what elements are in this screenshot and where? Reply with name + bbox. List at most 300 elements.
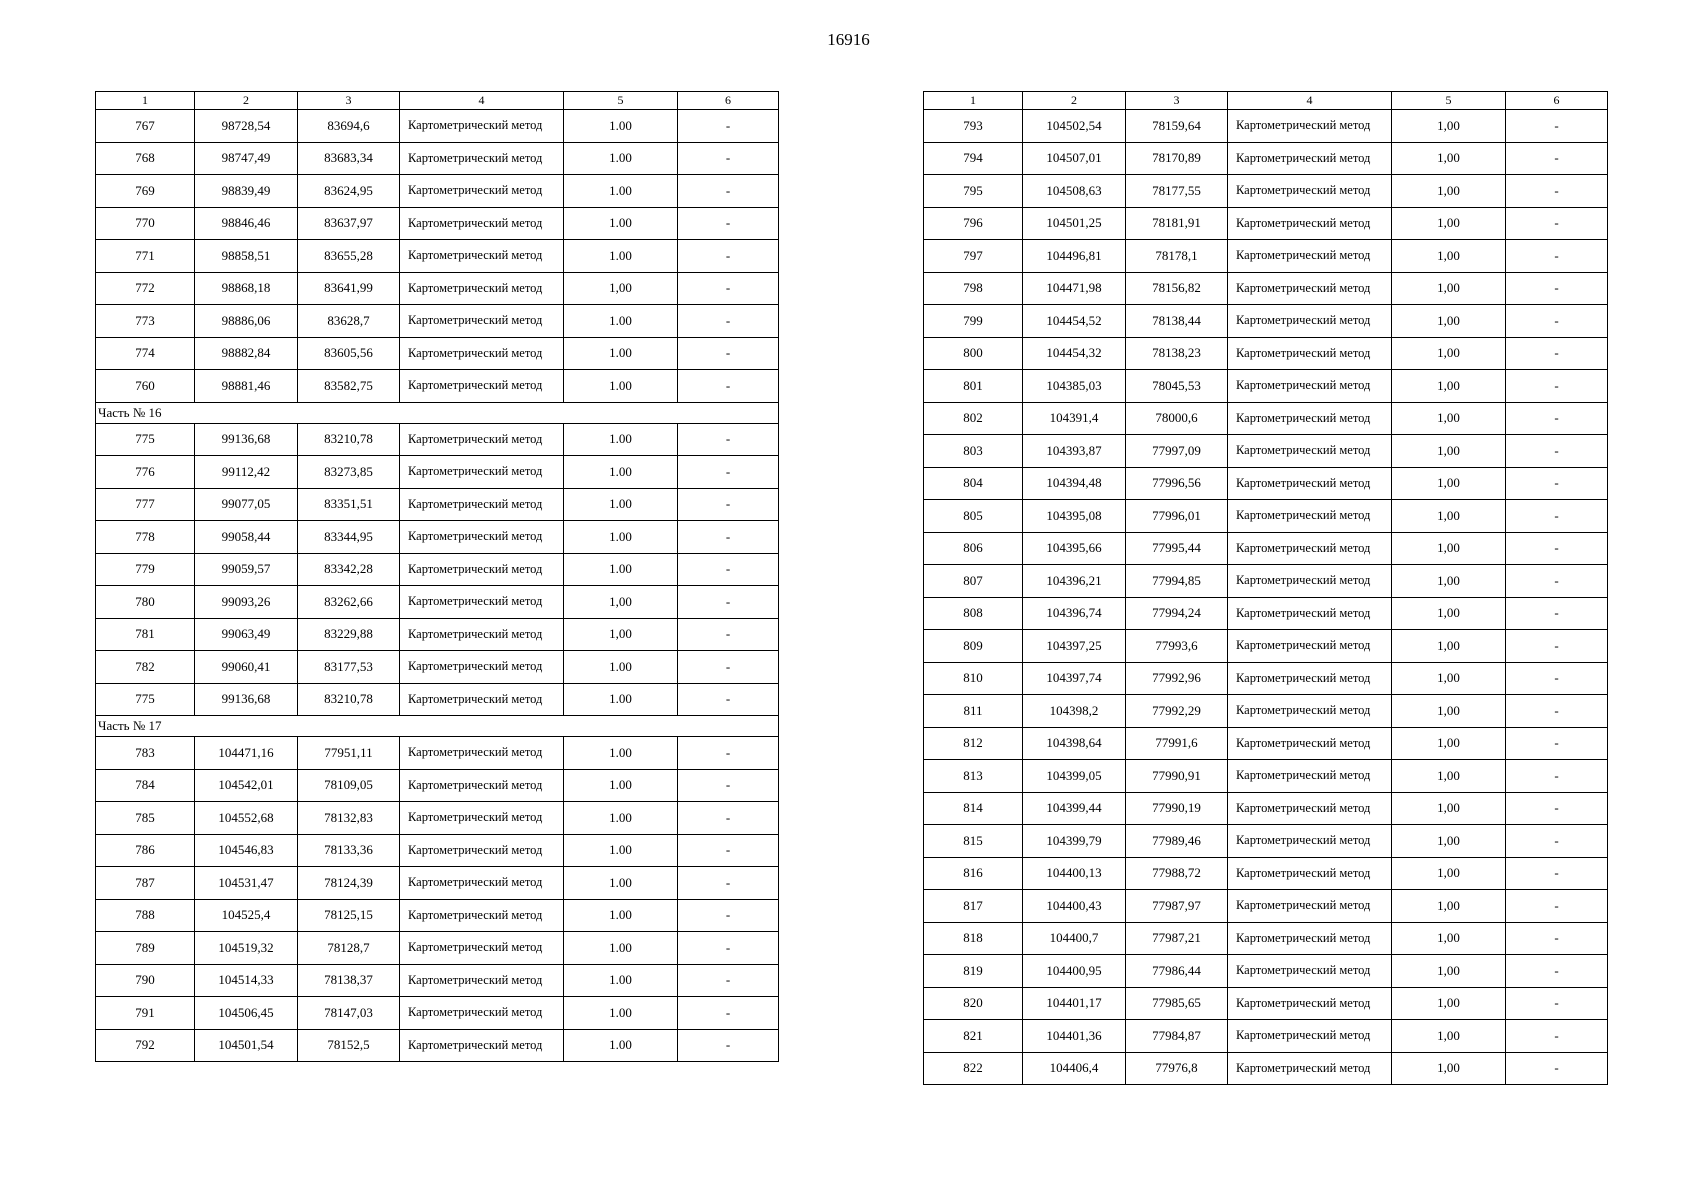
method-cell: Картометрический метод <box>1228 110 1392 143</box>
method-cell: Картометрический метод <box>400 586 564 619</box>
table-row <box>924 110 1608 143</box>
section-title: Часть № 16 <box>96 402 779 423</box>
y-coordinate-cell: 78159,64 <box>1126 110 1228 143</box>
table-row <box>924 630 1608 663</box>
x-coordinate-cell: 98881,46 <box>195 370 298 403</box>
point-number-cell: 809 <box>924 630 1023 663</box>
accuracy-cell: 1.00 <box>564 964 678 997</box>
point-number-cell: 803 <box>924 435 1023 468</box>
x-coordinate-cell: 104398,64 <box>1023 727 1126 760</box>
point-number-cell: 808 <box>924 597 1023 630</box>
y-coordinate-cell: 78138,37 <box>298 964 400 997</box>
point-number-cell: 814 <box>924 792 1023 825</box>
note-cell: - <box>1506 987 1608 1020</box>
method-cell: Картометрический метод <box>400 488 564 521</box>
accuracy-cell: 1,00 <box>1392 825 1506 858</box>
accuracy-cell: 1.00 <box>564 737 678 770</box>
y-coordinate-cell: 77994,24 <box>1126 597 1228 630</box>
point-number-cell: 774 <box>96 337 195 370</box>
point-number-cell: 817 <box>924 890 1023 923</box>
table-row <box>924 662 1608 695</box>
x-coordinate-cell: 104396,21 <box>1023 565 1126 598</box>
accuracy-cell: 1,00 <box>1392 1020 1506 1053</box>
point-number-cell: 772 <box>96 272 195 305</box>
point-number-cell: 815 <box>924 825 1023 858</box>
table-row <box>96 337 779 370</box>
y-coordinate-cell: 78156,82 <box>1126 272 1228 305</box>
accuracy-cell: 1,00 <box>1392 402 1506 435</box>
y-coordinate-cell: 77989,46 <box>1126 825 1228 858</box>
note-cell: - <box>1506 175 1608 208</box>
y-coordinate-cell: 83694,6 <box>298 110 400 143</box>
table-row <box>96 737 779 770</box>
table-row <box>96 899 779 932</box>
column-header: 4 <box>1228 92 1392 110</box>
accuracy-cell: 1,00 <box>1392 597 1506 630</box>
x-coordinate-cell: 98747,49 <box>195 142 298 175</box>
note-cell: - <box>1506 305 1608 338</box>
x-coordinate-cell: 104393,87 <box>1023 435 1126 468</box>
point-number-cell: 771 <box>96 240 195 273</box>
accuracy-cell: 1.00 <box>564 370 678 403</box>
x-coordinate-cell: 99093,26 <box>195 586 298 619</box>
point-number-cell: 798 <box>924 272 1023 305</box>
page-number: 16916 <box>827 30 870 49</box>
x-coordinate-cell: 104454,52 <box>1023 305 1126 338</box>
table-row <box>96 618 779 651</box>
accuracy-cell: 1,00 <box>1392 370 1506 403</box>
x-coordinate-cell: 104552,68 <box>195 802 298 835</box>
method-cell: Картометрический метод <box>1228 337 1392 370</box>
method-cell: Картометрический метод <box>400 802 564 835</box>
x-coordinate-cell: 104546,83 <box>195 834 298 867</box>
note-cell: - <box>1506 370 1608 403</box>
table-row <box>96 488 779 521</box>
point-number-cell: 767 <box>96 110 195 143</box>
point-number-cell: 793 <box>924 110 1023 143</box>
y-coordinate-cell: 77985,65 <box>1126 987 1228 1020</box>
table-row <box>924 240 1608 273</box>
y-coordinate-cell: 77994,85 <box>1126 565 1228 598</box>
y-coordinate-cell: 83628,7 <box>298 305 400 338</box>
point-number-cell: 819 <box>924 955 1023 988</box>
point-number-cell: 775 <box>96 683 195 716</box>
note-cell: - <box>1506 760 1608 793</box>
y-coordinate-cell: 77987,21 <box>1126 922 1228 955</box>
x-coordinate-cell: 104400,43 <box>1023 890 1126 923</box>
note-cell: - <box>1506 597 1608 630</box>
note-cell: - <box>1506 110 1608 143</box>
note-cell: - <box>678 867 779 900</box>
y-coordinate-cell: 77996,01 <box>1126 500 1228 533</box>
accuracy-cell: 1.00 <box>564 769 678 802</box>
y-coordinate-cell: 78138,23 <box>1126 337 1228 370</box>
method-cell: Картометрический метод <box>400 456 564 489</box>
method-cell: Картометрический метод <box>400 769 564 802</box>
note-cell: - <box>678 964 779 997</box>
method-cell: Картометрический метод <box>1228 305 1392 338</box>
table-row <box>96 175 779 208</box>
x-coordinate-cell: 98886,06 <box>195 305 298 338</box>
point-number-cell: 776 <box>96 456 195 489</box>
table-body <box>96 110 779 1062</box>
method-cell: Картометрический метод <box>400 240 564 273</box>
method-cell: Картометрический метод <box>400 997 564 1030</box>
note-cell: - <box>678 834 779 867</box>
accuracy-cell: 1.00 <box>564 142 678 175</box>
accuracy-cell: 1,00 <box>1392 890 1506 923</box>
y-coordinate-cell: 83605,56 <box>298 337 400 370</box>
table-row <box>924 727 1608 760</box>
method-cell: Картометрический метод <box>1228 922 1392 955</box>
y-coordinate-cell: 78177,55 <box>1126 175 1228 208</box>
x-coordinate-cell: 99136,68 <box>195 683 298 716</box>
note-cell: - <box>678 456 779 489</box>
method-cell: Картометрический метод <box>1228 760 1392 793</box>
x-coordinate-cell: 104397,25 <box>1023 630 1126 663</box>
table-row <box>924 207 1608 240</box>
accuracy-cell: 1,00 <box>1392 565 1506 598</box>
accuracy-cell: 1,00 <box>1392 857 1506 890</box>
note-cell: - <box>1506 532 1608 565</box>
method-cell: Картометрический метод <box>1228 1020 1392 1053</box>
method-cell: Картометрический метод <box>400 932 564 965</box>
x-coordinate-cell: 98882,84 <box>195 337 298 370</box>
x-coordinate-cell: 98839,49 <box>195 175 298 208</box>
table-row <box>924 695 1608 728</box>
accuracy-cell: 1,00 <box>1392 110 1506 143</box>
x-coordinate-cell: 104471,16 <box>195 737 298 770</box>
accuracy-cell: 1,00 <box>1392 922 1506 955</box>
method-cell: Картометрический метод <box>400 867 564 900</box>
table-row <box>96 834 779 867</box>
table-row <box>96 802 779 835</box>
x-coordinate-cell: 104401,17 <box>1023 987 1126 1020</box>
accuracy-cell: 1,00 <box>1392 175 1506 208</box>
note-cell: - <box>678 553 779 586</box>
accuracy-cell: 1,00 <box>1392 500 1506 533</box>
table-row <box>96 142 779 175</box>
y-coordinate-cell: 83582,75 <box>298 370 400 403</box>
y-coordinate-cell: 83637,97 <box>298 207 400 240</box>
x-coordinate-cell: 98728,54 <box>195 110 298 143</box>
section-title: Часть № 17 <box>96 716 779 737</box>
y-coordinate-cell: 83683,34 <box>298 142 400 175</box>
method-cell: Картометрический метод <box>1228 890 1392 923</box>
accuracy-cell: 1.00 <box>564 1029 678 1062</box>
table-header-row <box>924 92 1608 110</box>
y-coordinate-cell: 77997,09 <box>1126 435 1228 468</box>
table-row <box>924 890 1608 923</box>
table-row <box>924 175 1608 208</box>
method-cell: Картометрический метод <box>1228 370 1392 403</box>
y-coordinate-cell: 83210,78 <box>298 423 400 456</box>
accuracy-cell: 1.00 <box>564 337 678 370</box>
accuracy-cell: 1.00 <box>564 456 678 489</box>
point-number-cell: 790 <box>96 964 195 997</box>
x-coordinate-cell: 104396,74 <box>1023 597 1126 630</box>
accuracy-cell: 1,00 <box>1392 305 1506 338</box>
point-number-cell: 784 <box>96 769 195 802</box>
point-number-cell: 805 <box>924 500 1023 533</box>
method-cell: Картометрический метод <box>1228 630 1392 663</box>
note-cell: - <box>678 370 779 403</box>
method-cell: Картометрический метод <box>400 305 564 338</box>
accuracy-cell: 1.00 <box>564 802 678 835</box>
coordinates-table-left <box>95 91 779 1062</box>
point-number-cell: 804 <box>924 467 1023 500</box>
method-cell: Картометрический метод <box>1228 987 1392 1020</box>
table-row <box>924 402 1608 435</box>
y-coordinate-cell: 78178,1 <box>1126 240 1228 273</box>
table-row <box>924 435 1608 468</box>
x-coordinate-cell: 98868,18 <box>195 272 298 305</box>
table-row <box>96 932 779 965</box>
note-cell: - <box>678 110 779 143</box>
table-row <box>96 240 779 273</box>
accuracy-cell: 1.00 <box>564 834 678 867</box>
x-coordinate-cell: 99059,57 <box>195 553 298 586</box>
y-coordinate-cell: 83624,95 <box>298 175 400 208</box>
note-cell: - <box>678 1029 779 1062</box>
note-cell: - <box>678 899 779 932</box>
method-cell: Картометрический метод <box>1228 955 1392 988</box>
note-cell: - <box>1506 565 1608 598</box>
point-number-cell: 799 <box>924 305 1023 338</box>
note-cell: - <box>678 586 779 619</box>
method-cell: Картометрический метод <box>1228 857 1392 890</box>
accuracy-cell: 1,00 <box>564 618 678 651</box>
method-cell: Картометрический метод <box>1228 532 1392 565</box>
y-coordinate-cell: 77984,87 <box>1126 1020 1228 1053</box>
note-cell: - <box>678 423 779 456</box>
method-cell: Картометрический метод <box>1228 565 1392 598</box>
method-cell: Картометрический метод <box>400 618 564 651</box>
accuracy-cell: 1.00 <box>564 240 678 273</box>
method-cell: Картометрический метод <box>1228 435 1392 468</box>
y-coordinate-cell: 83641,99 <box>298 272 400 305</box>
table-row <box>924 370 1608 403</box>
method-cell: Картометрический метод <box>400 110 564 143</box>
x-coordinate-cell: 99136,68 <box>195 423 298 456</box>
method-cell: Картометрический метод <box>400 423 564 456</box>
point-number-cell: 795 <box>924 175 1023 208</box>
table-row <box>96 586 779 619</box>
method-cell: Картометрический метод <box>1228 727 1392 760</box>
method-cell: Картометрический метод <box>400 272 564 305</box>
x-coordinate-cell: 104496,81 <box>1023 240 1126 273</box>
column-header: 4 <box>400 92 564 110</box>
table-row <box>96 423 779 456</box>
accuracy-cell: 1,00 <box>1392 467 1506 500</box>
y-coordinate-cell: 78138,44 <box>1126 305 1228 338</box>
y-coordinate-cell: 78133,36 <box>298 834 400 867</box>
point-number-cell: 770 <box>96 207 195 240</box>
y-coordinate-cell: 77992,96 <box>1126 662 1228 695</box>
point-number-cell: 816 <box>924 857 1023 890</box>
accuracy-cell: 1.00 <box>564 867 678 900</box>
point-number-cell: 813 <box>924 760 1023 793</box>
note-cell: - <box>678 618 779 651</box>
table-row <box>924 857 1608 890</box>
note-cell: - <box>1506 825 1608 858</box>
point-number-cell: 806 <box>924 532 1023 565</box>
point-number-cell: 768 <box>96 142 195 175</box>
point-number-cell: 794 <box>924 142 1023 175</box>
method-cell: Картометрический метод <box>1228 695 1392 728</box>
x-coordinate-cell: 99058,44 <box>195 521 298 554</box>
point-number-cell: 802 <box>924 402 1023 435</box>
accuracy-cell: 1,00 <box>1392 272 1506 305</box>
table-row <box>96 456 779 489</box>
y-coordinate-cell: 77976,8 <box>1126 1052 1228 1085</box>
note-cell: - <box>678 737 779 770</box>
method-cell: Картометрический метод <box>1228 662 1392 695</box>
x-coordinate-cell: 104398,2 <box>1023 695 1126 728</box>
accuracy-cell: 1,00 <box>564 272 678 305</box>
x-coordinate-cell: 104501,25 <box>1023 207 1126 240</box>
note-cell: - <box>1506 272 1608 305</box>
table-row <box>924 922 1608 955</box>
note-cell: - <box>678 651 779 684</box>
x-coordinate-cell: 104400,7 <box>1023 922 1126 955</box>
accuracy-cell: 1.00 <box>564 683 678 716</box>
note-cell: - <box>678 337 779 370</box>
x-coordinate-cell: 104399,05 <box>1023 760 1126 793</box>
accuracy-cell: 1.00 <box>564 305 678 338</box>
section-row <box>96 716 779 737</box>
accuracy-cell: 1,00 <box>564 586 678 619</box>
x-coordinate-cell: 104507,01 <box>1023 142 1126 175</box>
method-cell: Картометрический метод <box>1228 500 1392 533</box>
y-coordinate-cell: 78132,83 <box>298 802 400 835</box>
x-coordinate-cell: 104399,79 <box>1023 825 1126 858</box>
y-coordinate-cell: 83273,85 <box>298 456 400 489</box>
y-coordinate-cell: 77988,72 <box>1126 857 1228 890</box>
y-coordinate-cell: 78109,05 <box>298 769 400 802</box>
point-number-cell: 800 <box>924 337 1023 370</box>
y-coordinate-cell: 77993,6 <box>1126 630 1228 663</box>
y-coordinate-cell: 77992,29 <box>1126 695 1228 728</box>
coordinates-table-right <box>923 91 1608 1085</box>
point-number-cell: 822 <box>924 1052 1023 1085</box>
accuracy-cell: 1,00 <box>1392 987 1506 1020</box>
table-row <box>924 987 1608 1020</box>
method-cell: Картометрический метод <box>400 142 564 175</box>
note-cell: - <box>678 305 779 338</box>
point-number-cell: 810 <box>924 662 1023 695</box>
method-cell: Картометрический метод <box>1228 240 1392 273</box>
y-coordinate-cell: 77995,44 <box>1126 532 1228 565</box>
accuracy-cell: 1.00 <box>564 488 678 521</box>
point-number-cell: 780 <box>96 586 195 619</box>
column-header: 6 <box>678 92 779 110</box>
section-row <box>96 402 779 423</box>
column-header: 2 <box>1023 92 1126 110</box>
method-cell: Картометрический метод <box>400 651 564 684</box>
x-coordinate-cell: 104395,66 <box>1023 532 1126 565</box>
note-cell: - <box>678 997 779 1030</box>
point-number-cell: 779 <box>96 553 195 586</box>
y-coordinate-cell: 77990,91 <box>1126 760 1228 793</box>
x-coordinate-cell: 99112,42 <box>195 456 298 489</box>
note-cell: - <box>1506 337 1608 370</box>
accuracy-cell: 1,00 <box>1392 727 1506 760</box>
x-coordinate-cell: 104502,54 <box>1023 110 1126 143</box>
note-cell: - <box>678 142 779 175</box>
y-coordinate-cell: 83342,28 <box>298 553 400 586</box>
x-coordinate-cell: 104471,98 <box>1023 272 1126 305</box>
point-number-cell: 760 <box>96 370 195 403</box>
y-coordinate-cell: 83177,53 <box>298 651 400 684</box>
point-number-cell: 786 <box>96 834 195 867</box>
x-coordinate-cell: 104406,4 <box>1023 1052 1126 1085</box>
note-cell: - <box>1506 240 1608 273</box>
x-coordinate-cell: 99063,49 <box>195 618 298 651</box>
table-row <box>96 964 779 997</box>
accuracy-cell: 1,00 <box>1392 142 1506 175</box>
table-row <box>96 769 779 802</box>
table-row <box>924 955 1608 988</box>
accuracy-cell: 1,00 <box>1392 435 1506 468</box>
y-coordinate-cell: 78124,39 <box>298 867 400 900</box>
table-row <box>924 467 1608 500</box>
table-row <box>96 651 779 684</box>
point-number-cell: 769 <box>96 175 195 208</box>
point-number-cell: 788 <box>96 899 195 932</box>
x-coordinate-cell: 104514,33 <box>195 964 298 997</box>
note-cell: - <box>678 175 779 208</box>
y-coordinate-cell: 78152,5 <box>298 1029 400 1062</box>
method-cell: Картометрический метод <box>400 899 564 932</box>
method-cell: Картометрический метод <box>1228 175 1392 208</box>
note-cell: - <box>1506 857 1608 890</box>
note-cell: - <box>678 769 779 802</box>
table-row <box>96 867 779 900</box>
note-cell: - <box>1506 207 1608 240</box>
note-cell: - <box>1506 922 1608 955</box>
table-row <box>924 142 1608 175</box>
accuracy-cell: 1,00 <box>1392 1052 1506 1085</box>
y-coordinate-cell: 77991,6 <box>1126 727 1228 760</box>
y-coordinate-cell: 83229,88 <box>298 618 400 651</box>
column-header: 3 <box>298 92 400 110</box>
y-coordinate-cell: 78045,53 <box>1126 370 1228 403</box>
point-number-cell: 797 <box>924 240 1023 273</box>
method-cell: Картометрический метод <box>400 834 564 867</box>
y-coordinate-cell: 77986,44 <box>1126 955 1228 988</box>
point-number-cell: 801 <box>924 370 1023 403</box>
method-cell: Картометрический метод <box>400 521 564 554</box>
y-coordinate-cell: 78181,91 <box>1126 207 1228 240</box>
x-coordinate-cell: 98846,46 <box>195 207 298 240</box>
method-cell: Картометрический метод <box>400 370 564 403</box>
method-cell: Картометрический метод <box>400 964 564 997</box>
column-header: 1 <box>924 92 1023 110</box>
accuracy-cell: 1,00 <box>1392 695 1506 728</box>
note-cell: - <box>678 207 779 240</box>
accuracy-cell: 1.00 <box>564 997 678 1030</box>
accuracy-cell: 1.00 <box>564 521 678 554</box>
y-coordinate-cell: 83262,66 <box>298 586 400 619</box>
accuracy-cell: 1.00 <box>564 553 678 586</box>
accuracy-cell: 1,00 <box>1392 337 1506 370</box>
table-row <box>96 272 779 305</box>
point-number-cell: 778 <box>96 521 195 554</box>
table-row <box>924 597 1608 630</box>
table-row <box>924 500 1608 533</box>
y-coordinate-cell: 77951,11 <box>298 737 400 770</box>
